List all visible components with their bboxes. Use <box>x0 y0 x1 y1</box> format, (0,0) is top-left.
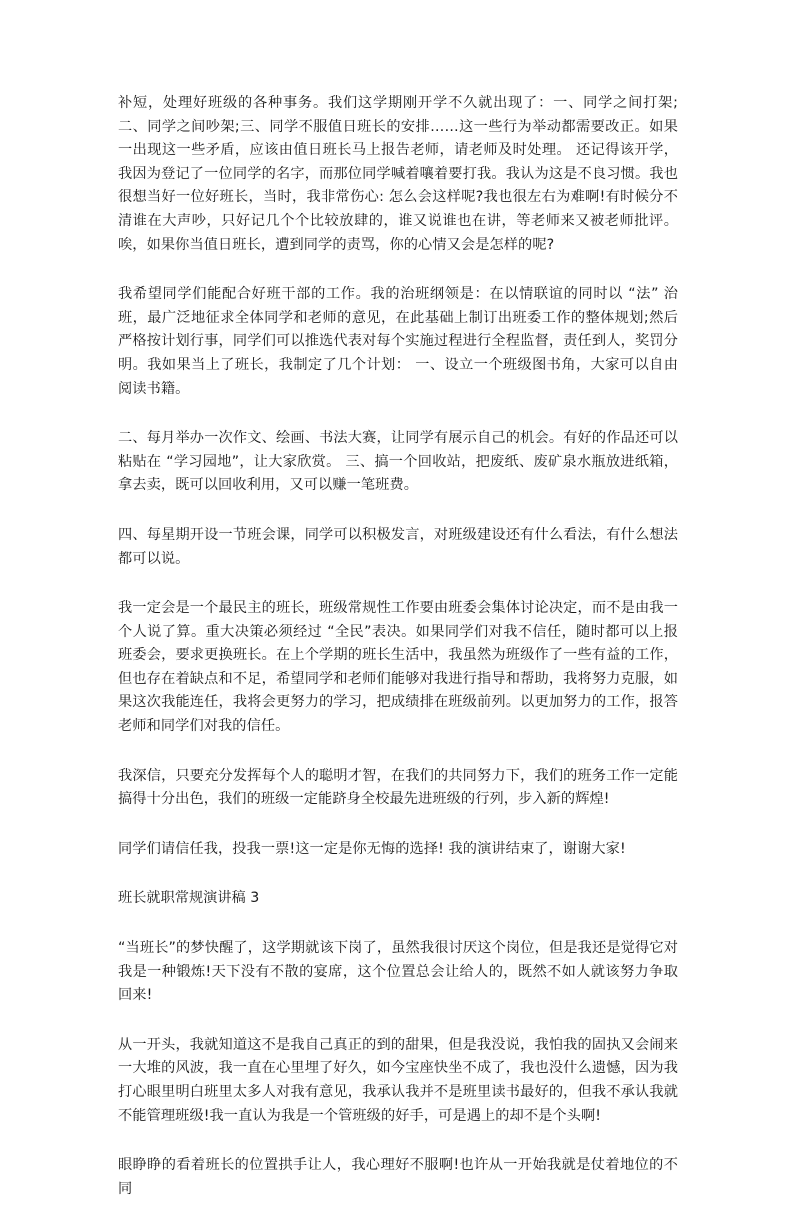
paragraph-3: 二、每月举办一次作文、绘画、书法大赛，让同学有展示自己的机会。有好的作品还可以粘贴在 “学习园地”，让大家欣赏。 三、搞一个回收站，把废纸、废矿泉水瓶放进纸箱，拿去卖，既可以回收利用，又可以赚一笔班费。 <box>118 430 678 494</box>
paragraph-5: 我一定会是一个最民主的班长，班级常规性工作要由班委会集体讨论决定，而不是由我一个人说了算。重大决策必须经过 “全民”表决。如果同学们对我不信任，随时都可以上报班委会，要求更换班长。在上个学期的班长生活中，我虽然为班级作了一些有益的工作，但也存在着缺点和不足，希望同学和老师们能够对我进行指导和帮助，我将努力克服，如果这次我能连任，我将会更努力的学习，把成绩排在班级前列。以更加努力的工作，报答老师和同学们对我的信任。 <box>118 600 678 735</box>
paragraph-1: 补短，处理好班级的各种事务。我们这学期刚开学不久就出现了：一、同学之间打架;二、同学之间吵架;三、同学不服值日班长的安排……这一些行为举动都需要改正。如果一出现这一些矛盾，应该由值日班长马上报告老师，请老师及时处理。 还记得该开学，我因为登记了一位同学的名字，而那位同学喊着嚷着要打我。我认为这是不良习惯。我也很想当好一位好班长，当时，我非常伤心: 怎么会这样呢?我也很左右为难啊!有时候分不清谁在大声吵，只好记几个个比较放肆的，谁又说谁也在讲，等老师来又被老师批评。唉，如果你当值日班长，遭到同学的责骂，你的心情又会是怎样的呢? <box>118 95 678 253</box>
paragraph-2: 我希望同学们能配合好班干部的工作。我的治班纲领是：在以情联谊的同时以 “法” 治班，最广泛地征求全体同学和老师的意见，在此基础上制订出班委工作的整体规划;然后严格按计划行事，同学们可以推选代表对每个实施过程进行全程监督，责任到人，奖罚分明。我如果当上了班长，我制定了几个计划： 一、设立一个班级图书角，大家可以自由阅读书籍。 <box>118 286 678 397</box>
paragraph-9: 从一开头，我就知道这不是我自己真正的到的甜果，但是我没说，我怕我的固执又会闹来一大堆的风波，我一直在心里埋了好久，如今宝座快坐不成了，我也没什么遗憾，因为我打心眼里明白班里太多人对我有意见，我承认我并不是班里读书最好的，但我不承认我就不能管理班级!我一直认为我是一个管班级的好手，可是遇上的却不是个头啊! <box>118 1036 678 1124</box>
paragraph-6: 我深信，只要充分发挥每个人的聪明才智，在我们的共同努力下，我们的班务工作一定能搞得十分出色，我们的班级一定能跻身全校最先进班级的行列，步入新的辉煌! <box>118 767 678 808</box>
paragraph-4: 四、每星期开设一节班会课，同学可以积极发言，对班级建设还有什么看法，有什么想法都可以说。 <box>118 526 678 567</box>
document-page <box>118 92 678 1227</box>
paragraph-7: 同学们请信任我，投我一票!这一定是你无悔的选择! 我的演讲结束了，谢谢大家! <box>118 840 626 857</box>
section-title: 班长就职常规演讲稿 3 <box>118 890 260 907</box>
paragraph-10: 眼睁睁的看着班长的位置拱手让人，我心理好不服啊!也许从一开始我就是仗着地位的不同 <box>118 1157 678 1197</box>
paragraph-8: “当班长”的梦快醒了，这学期就该下岗了，虽然我很讨厌这个岗位，但是我还是觉得它对我是一种锻炼!天下没有不散的宴席，这个位置总会让给人的，既然不如人就该努力争取回来! <box>118 940 678 1004</box>
